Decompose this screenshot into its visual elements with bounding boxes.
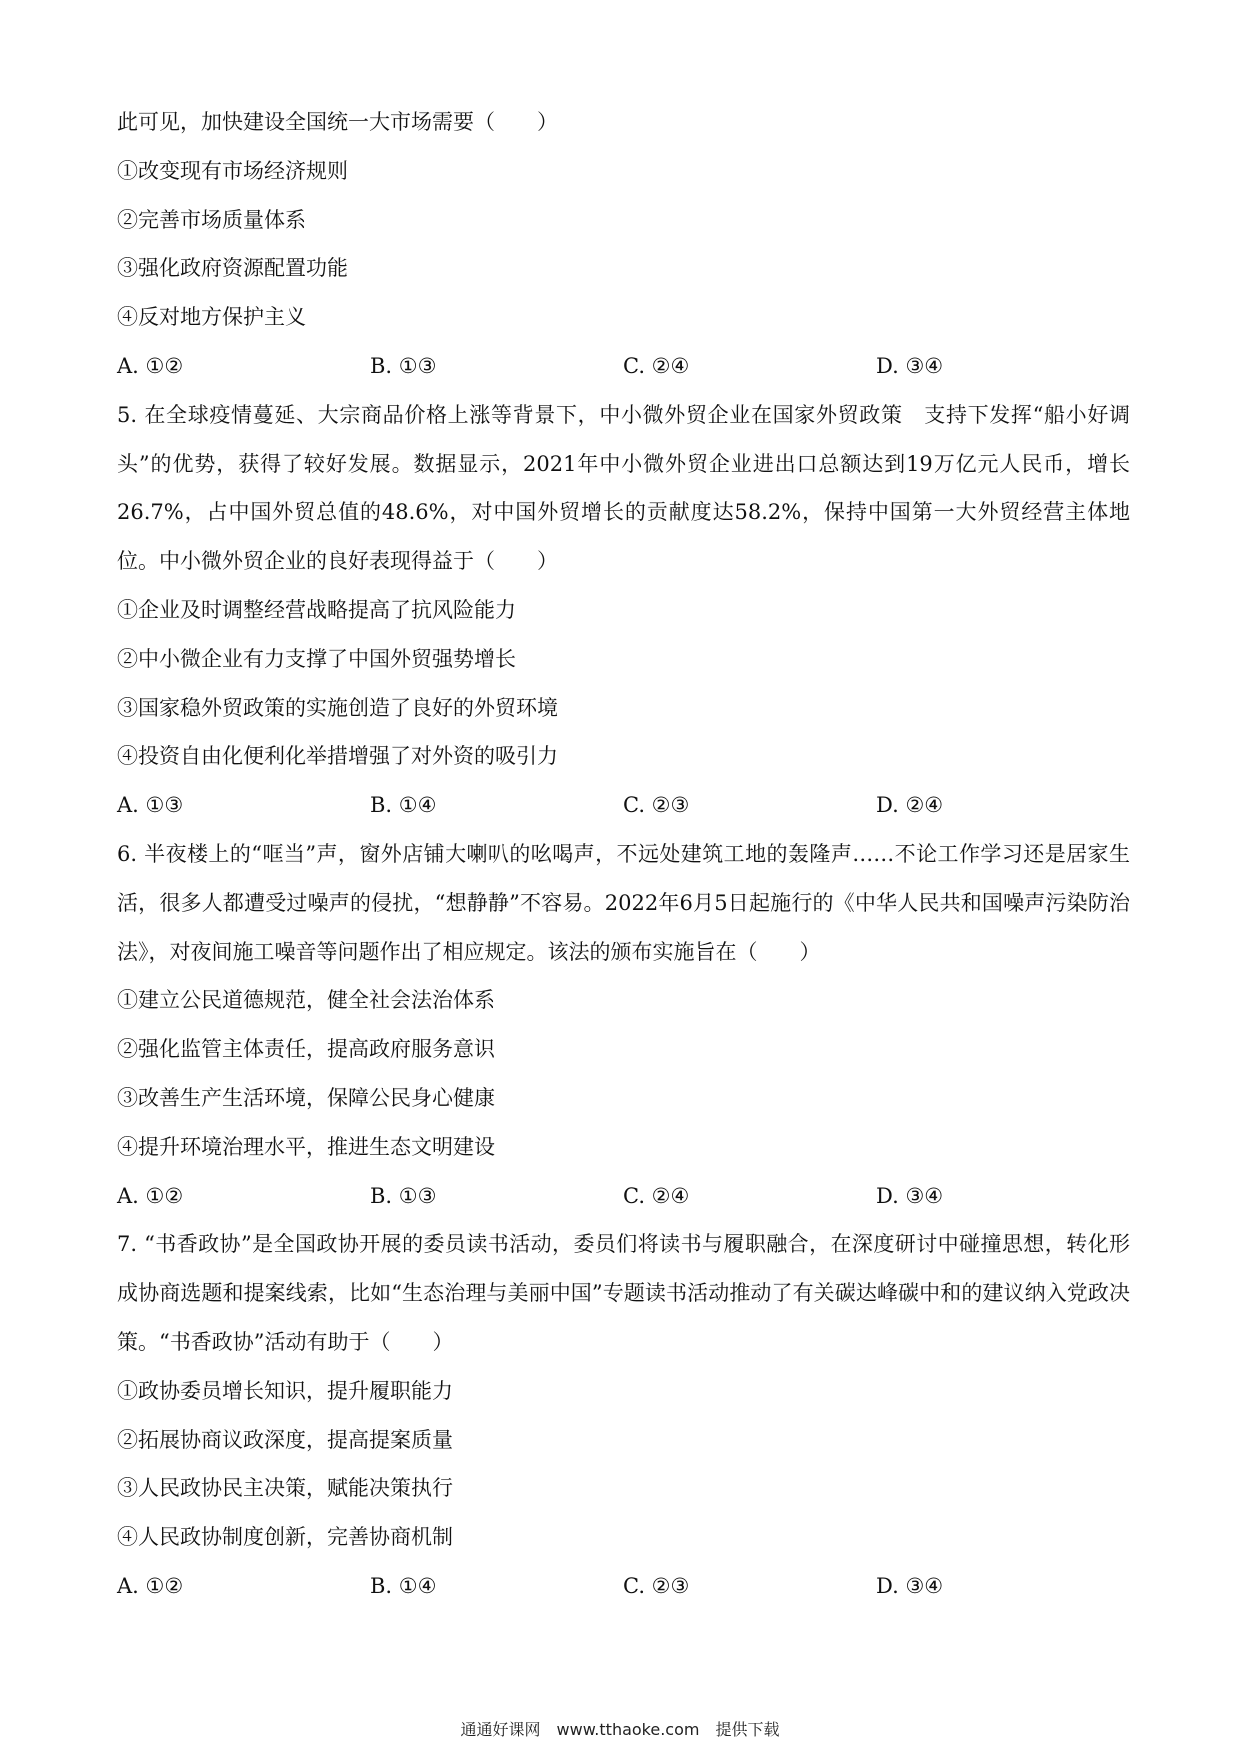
- q7-choice-c: C. ②③: [623, 1573, 690, 1598]
- q6-option-4: ④提升环境治理水平，推进生态文明建设: [117, 1134, 495, 1159]
- q5-option-1: ①企业及时调整经营战略提高了抗风险能力: [117, 597, 516, 622]
- q5-choice-c: C. ②③: [623, 793, 690, 818]
- q4-option-2: ②完善市场质量体系: [117, 207, 306, 232]
- q6-choice-b: B. ①③: [370, 1183, 437, 1208]
- q4-stem-end: 此可见，加快建设全国统一大市场需要（ ）: [117, 110, 558, 134]
- q5-choice-a: A. ①③: [117, 793, 184, 818]
- q4-choices: [117, 342, 1130, 391]
- q7-option-4: ④人民政协制度创新，完善协商机制: [117, 1525, 453, 1550]
- q7-option-1: ①政协委员增长知识，提升履职能力: [117, 1378, 453, 1403]
- q6-choice-d: D. ③④: [876, 1183, 944, 1208]
- q6-choices: [117, 1172, 1130, 1221]
- page-content: [117, 98, 1130, 1611]
- q6-stem: 6. 半夜楼上的“哐当”声，窗外店铺大喇叭的吆喝声，不远处建筑工地的轰隆声……不论工作学习还是居家生活，很多人都遭受过噪声的侵扰，“想静静”不容易。2022年6月5日起施行的《中华人民共和国噪声污染防治法》，对夜间施工噪音等问题作出了相应规定。该法的颁布实施旨在（ ）: [117, 841, 1130, 964]
- page-footer: 通通好课网 www.tthaoke.com 提供下载: [460, 1720, 780, 1739]
- q4-choice-b: B. ①③: [370, 353, 437, 378]
- q5-stem: 5. 在全球疫情蔓延、大宗商品价格上涨等背景下，中小微外贸企业在国家外贸政策 支持下发挥“船小好调头”的优势，获得了较好发展。数据显示，2021年中小微外贸企业进出口总额达到19万亿元人民币，增长26.7%，占中国外贸总值的48.6%，对中国外贸增长的贡献度达58.2%，保持中国第一大外贸经营主体地位。中小微外贸企业的良好表现得益于（ ）: [117, 402, 1130, 574]
- q4-option-4: ④反对地方保护主义: [117, 305, 306, 330]
- q5-option-4: ④投资自由化便利化举措增强了对外资的吸引力: [117, 744, 558, 769]
- q7-choice-a: A. ①②: [117, 1573, 184, 1598]
- q6-choice-c: C. ②④: [623, 1183, 690, 1208]
- q4-option-1: ①改变现有市场经济规则: [117, 158, 348, 183]
- q5-choice-b: B. ①④: [370, 793, 437, 818]
- q5-choice-d: D. ②④: [876, 793, 944, 818]
- q4-choice-a: A. ①②: [117, 353, 184, 378]
- q6-option-2: ②强化监管主体责任，提高政府服务意识: [117, 1037, 495, 1062]
- q7-option-3: ③人民政协民主决策，赋能决策执行: [117, 1476, 453, 1501]
- q5-choices: [117, 781, 1130, 830]
- q6-option-1: ①建立公民道德规范，健全社会法治体系: [117, 988, 495, 1013]
- q6-choice-a: A. ①②: [117, 1183, 184, 1208]
- q7-choices: [117, 1562, 1130, 1611]
- q4-choice-d: D. ③④: [876, 353, 944, 378]
- q5-option-3: ③国家稳外贸政策的实施创造了良好的外贸环境: [117, 695, 558, 720]
- q4-choice-c: C. ②④: [623, 353, 690, 378]
- q7-choice-b: B. ①④: [370, 1573, 437, 1598]
- q7-option-2: ②拓展协商议政深度，提高提案质量: [117, 1427, 453, 1452]
- q5-option-2: ②中小微企业有力支撑了中国外贸强势增长: [117, 646, 516, 671]
- q7-choice-d: D. ③④: [876, 1573, 944, 1598]
- q6-option-3: ③改善生产生活环境，保障公民身心健康: [117, 1085, 495, 1110]
- q7-stem: 7. “书香政协”是全国政协开展的委员读书活动，委员们将读书与履职融合，在深度研讨中碰撞思想，转化形成协商选题和提案线索，比如“生态治理与美丽中国”专题读书活动推动了有关碳达峰碳中和的建议纳入党政决策。“书香政协”活动有助于（ ）: [117, 1232, 1130, 1354]
- q4-option-3: ③强化政府资源配置功能: [117, 256, 348, 281]
